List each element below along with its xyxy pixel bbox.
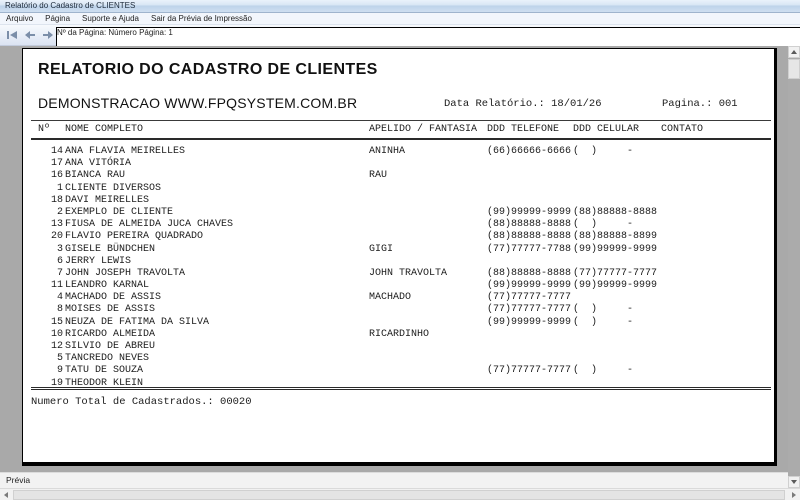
cell-celular: (88)88888-8888: [573, 206, 658, 218]
cell-name: JERRY LEWIS: [65, 255, 132, 267]
cell-celular: ( ) -: [573, 365, 634, 377]
cell-number: 7: [56, 267, 63, 279]
cell-telefone: (88)88888-8888: [487, 231, 572, 243]
table-row: [23, 231, 778, 243]
report-title: RELATORIO DO CADASTRO DE CLIENTES: [38, 61, 378, 78]
window-titlebar: [0, 0, 800, 13]
cell-number: 17: [50, 158, 63, 170]
cell-number: 1: [56, 182, 63, 194]
cell-name: TANCREDO NEVES: [65, 353, 150, 365]
previous-page-button[interactable]: [21, 27, 39, 44]
cell-number: 13: [50, 219, 63, 231]
cell-name: ANA VITÓRIA: [65, 158, 132, 170]
table-row: [23, 304, 778, 316]
cell-apelido: ANINHA: [369, 146, 406, 157]
scroll-right-button[interactable]: [788, 489, 800, 500]
table-row: [23, 207, 778, 219]
cell-celular: (77)77777-7777: [573, 267, 658, 279]
cell-celular: ( ) -: [573, 304, 634, 316]
cell-telefone: (77)77777-7777: [487, 292, 572, 304]
status-text: Prévia: [6, 475, 31, 485]
cell-apelido: GIGI: [369, 243, 394, 255]
toolbar: [0, 25, 800, 46]
scroll-down-button[interactable]: [788, 476, 800, 488]
cell-celular: ( ) -: [573, 316, 634, 328]
scroll-up-button[interactable]: [788, 46, 800, 58]
report-subtitle: DEMONSTRACAO WWW.FPQSYSTEM.COM.BR: [38, 95, 358, 111]
scroll-left-button[interactable]: [0, 489, 12, 500]
cell-celular: ( ) -: [573, 146, 634, 157]
cell-number: 15: [50, 316, 63, 328]
cell-name: FIUSA DE ALMEIDA JUCA CHAVES: [65, 219, 234, 231]
first-page-icon: [6, 30, 18, 40]
menu-suporte-e-ajuda[interactable]: Suporte e Ajuda: [82, 13, 139, 23]
cell-celular: (88)88888-8899: [573, 231, 658, 243]
table-row: [23, 183, 778, 195]
previous-page-icon: [24, 30, 36, 40]
first-page-button[interactable]: [3, 27, 21, 44]
horizontal-scrollbar-thumb[interactable]: [13, 490, 785, 500]
table-row: [23, 146, 778, 158]
vertical-scrollbar-thumb[interactable]: [788, 59, 800, 79]
table-row: [23, 268, 778, 280]
report-date: Data Relatório.: 18/01/26: [444, 98, 602, 110]
arrow-right-icon: [792, 492, 796, 498]
table-row: [23, 317, 778, 329]
cell-number: 6: [56, 255, 63, 267]
header-rule-top: [31, 120, 771, 121]
cell-name: JOHN JOSEPH TRAVOLTA: [65, 267, 186, 279]
cell-telefone: (99)99999-9999: [487, 316, 572, 328]
cell-celular: ( ) -: [573, 219, 634, 231]
menu-pagina[interactable]: Página: [45, 13, 71, 23]
report-page: [22, 48, 777, 466]
cell-telefone: (77)77777-7788: [487, 243, 572, 255]
cell-number: 12: [50, 341, 63, 352]
total-label: Numero Total de Cadastrados.: 00020: [31, 396, 252, 408]
cell-number: 14: [50, 146, 63, 157]
cell-telefone: (99)99999-9999: [487, 206, 572, 218]
cell-number: 20: [50, 231, 63, 243]
table-row: [23, 280, 778, 292]
column-header-nome: NOME COMPLETO: [65, 124, 144, 135]
arrow-down-icon: [791, 480, 797, 484]
table-row: [23, 195, 778, 207]
table-row: [23, 353, 778, 365]
column-header-contato: CONTATO: [661, 124, 704, 135]
arrow-left-icon: [4, 492, 8, 498]
page-indicator: Nº da Página: Número Página: 1: [56, 27, 800, 445]
table-row: [23, 158, 778, 170]
cell-telefone: (77)77777-7777: [487, 365, 572, 377]
cell-name: TATU DE SOUZA: [65, 365, 144, 377]
cell-number: 3: [56, 243, 63, 255]
cell-name: BIANCA RAU: [65, 170, 126, 182]
cell-name: DAVI MEIRELLES: [65, 194, 150, 206]
cell-name: FLAVIO PEREIRA QUADRADO: [65, 231, 204, 243]
cell-name: ANA FLAVIA MEIRELLES: [65, 146, 186, 157]
cell-name: EXEMPLO DE CLIENTE: [65, 206, 174, 218]
cell-number: 8: [56, 304, 63, 316]
column-header-telefone: DDD TELEFONE: [487, 124, 560, 135]
cell-name: MOISES DE ASSIS: [65, 304, 156, 316]
next-page-button[interactable]: [39, 27, 57, 44]
vertical-scrollbar[interactable]: [788, 46, 800, 488]
status-bar: [0, 472, 788, 488]
column-header-apelido: APELIDO / FANTASIA: [369, 124, 478, 135]
cell-name: CLIENTE DIVERSOS: [65, 182, 162, 194]
table-row: [23, 292, 778, 304]
table-row: [23, 329, 778, 341]
table-row: [23, 170, 778, 182]
cell-number: 2: [56, 206, 63, 218]
next-page-icon: [42, 30, 54, 40]
cell-telefone: (88)88888-8888: [487, 267, 572, 279]
horizontal-scrollbar[interactable]: [0, 488, 800, 500]
report-page-number: Pagina.: 001: [662, 98, 738, 110]
arrow-up-icon: [791, 50, 797, 54]
cell-number: 5: [56, 353, 63, 365]
cell-name: THEODOR KLEIN: [65, 377, 144, 389]
cell-telefone: (66)66666-6666: [487, 146, 572, 157]
cell-celular: (99)99999-9999: [573, 243, 658, 255]
table-row: [23, 219, 778, 231]
header-rule-bottom: [31, 138, 771, 140]
column-header-numero: Nº: [38, 124, 51, 135]
menu-bar: [0, 13, 800, 25]
table-header: [23, 124, 778, 137]
table-row: [23, 365, 778, 377]
menu-sair-da-previa[interactable]: Sair da Prévia de Impressão: [150, 13, 252, 23]
menu-arquivo[interactable]: Arquivo: [6, 13, 34, 23]
column-header-celular: DDD CELULAR: [573, 124, 640, 135]
cell-apelido: MACHADO: [369, 292, 412, 304]
report-rows: [23, 146, 778, 390]
cell-number: 11: [50, 280, 63, 292]
cell-celular: (99)99999-9999: [573, 280, 658, 292]
cell-number: 19: [50, 377, 63, 389]
window-title: Relatório do Cadastro de CLIENTES: [5, 1, 136, 10]
cell-name: MACHADO DE ASSIS: [65, 292, 162, 304]
cell-number: 16: [50, 170, 63, 182]
cell-name: SILVIO DE ABREU: [65, 341, 156, 352]
cell-apelido: RICARDINHO: [369, 328, 430, 340]
cell-telefone: (99)99999-9999: [487, 280, 572, 292]
cell-number: 18: [50, 194, 63, 206]
cell-telefone: (77)77777-7777: [487, 304, 572, 316]
cell-name: LEANDRO KARNAL: [65, 280, 150, 292]
cell-number: 9: [56, 365, 63, 377]
total-rule: [31, 387, 771, 390]
cell-number: 10: [50, 328, 63, 340]
table-row: [23, 244, 778, 256]
cell-name: GISELE BÜNDCHEN: [65, 243, 156, 255]
cell-apelido: JOHN TRAVOLTA: [369, 267, 448, 279]
preview-area: [0, 46, 800, 472]
cell-name: NEUZA DE FATIMA DA SILVA: [65, 316, 210, 328]
cell-apelido: RAU: [369, 170, 388, 182]
table-row: [23, 341, 778, 353]
cell-number: 4: [56, 292, 63, 304]
cell-name: RICARDO ALMEIDA: [65, 328, 156, 340]
table-row: [23, 256, 778, 268]
cell-telefone: (88)88888-8888: [487, 219, 572, 231]
